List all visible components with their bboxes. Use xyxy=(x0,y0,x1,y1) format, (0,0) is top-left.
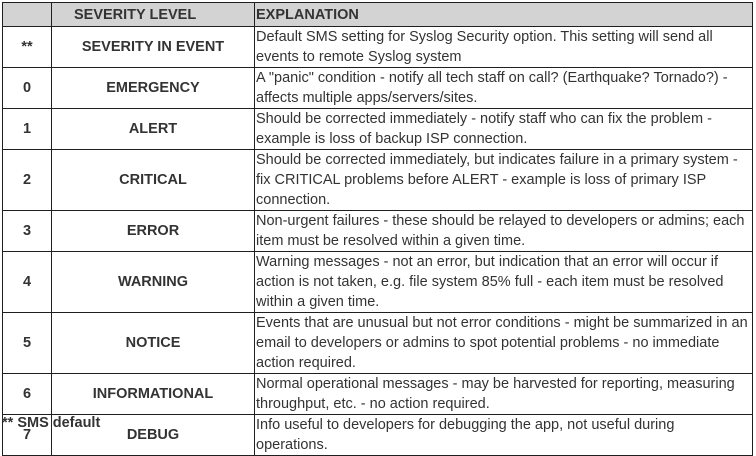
row-severity-level: DEBUG xyxy=(52,415,255,456)
row-severity-level: ERROR xyxy=(52,211,255,252)
row-severity-level: WARNING xyxy=(52,252,255,313)
table-row xyxy=(3,252,753,313)
row-explanation: Should be corrected immediately - notify staff who can fix the problem - example is loss of backup ISP connection. xyxy=(255,109,753,150)
table-row xyxy=(3,68,753,109)
row-severity-level: NOTICE xyxy=(52,313,255,374)
row-explanation: Default SMS setting for Syslog Security option. This setting will send all events to remote Syslog system xyxy=(255,27,753,68)
row-explanation: Should be corrected immediately, but indicates failure in a primary system - fix CRITICAL problems before ALERT - example is loss of primary ISP connection. xyxy=(255,150,753,211)
row-number: 3 xyxy=(3,211,52,252)
row-number: 7 xyxy=(3,415,52,456)
table-row xyxy=(3,415,753,456)
row-explanation: Info useful to developers for debugging the app, not useful during operations. xyxy=(255,415,753,456)
header-number xyxy=(3,3,52,27)
table-row xyxy=(3,374,753,415)
row-number: ** xyxy=(3,27,52,68)
row-severity-level: ALERT xyxy=(52,109,255,150)
row-explanation: Non-urgent failures - these should be relayed to developers or admins; each item must be resolved within a given time. xyxy=(255,211,753,252)
row-severity-level: INFORMATIONAL xyxy=(52,374,255,415)
row-severity-level: SEVERITY IN EVENT xyxy=(52,27,255,68)
footnote: ** SMS default xyxy=(2,415,101,431)
severity-table xyxy=(2,2,753,456)
table-row xyxy=(3,109,753,150)
table-row xyxy=(3,27,753,68)
row-severity-level: CRITICAL xyxy=(52,150,255,211)
row-explanation: Warning messages - not an error, but indication that an error will occur if action is not taken, e.g. file system 85% full - each item must be resolved within a given time. xyxy=(255,252,753,313)
header-explanation: EXPLANATION xyxy=(255,3,753,27)
row-number: 5 xyxy=(3,313,52,374)
row-explanation: A "panic" condition - notify all tech staff on call? (Earthquake? Tornado?) - affects multiple apps/servers/sites. xyxy=(255,68,753,109)
row-severity-level: EMERGENCY xyxy=(52,68,255,109)
header-severity-level: SEVERITY LEVEL xyxy=(52,3,255,27)
row-number: 4 xyxy=(3,252,52,313)
table-row xyxy=(3,211,753,252)
row-number: 1 xyxy=(3,109,52,150)
row-explanation: Normal operational messages - may be harvested for reporting, measuring throughput, etc. - no action required. xyxy=(255,374,753,415)
table-row xyxy=(3,150,753,211)
row-number: 6 xyxy=(3,374,52,415)
row-number: 0 xyxy=(3,68,52,109)
row-number: 2 xyxy=(3,150,52,211)
table-row xyxy=(3,313,753,374)
row-explanation: Events that are unusual but not error conditions - might be summarized in an email to developers or admins to spot potential problems - no immediate action required. xyxy=(255,313,753,374)
table-header-row xyxy=(3,3,753,27)
